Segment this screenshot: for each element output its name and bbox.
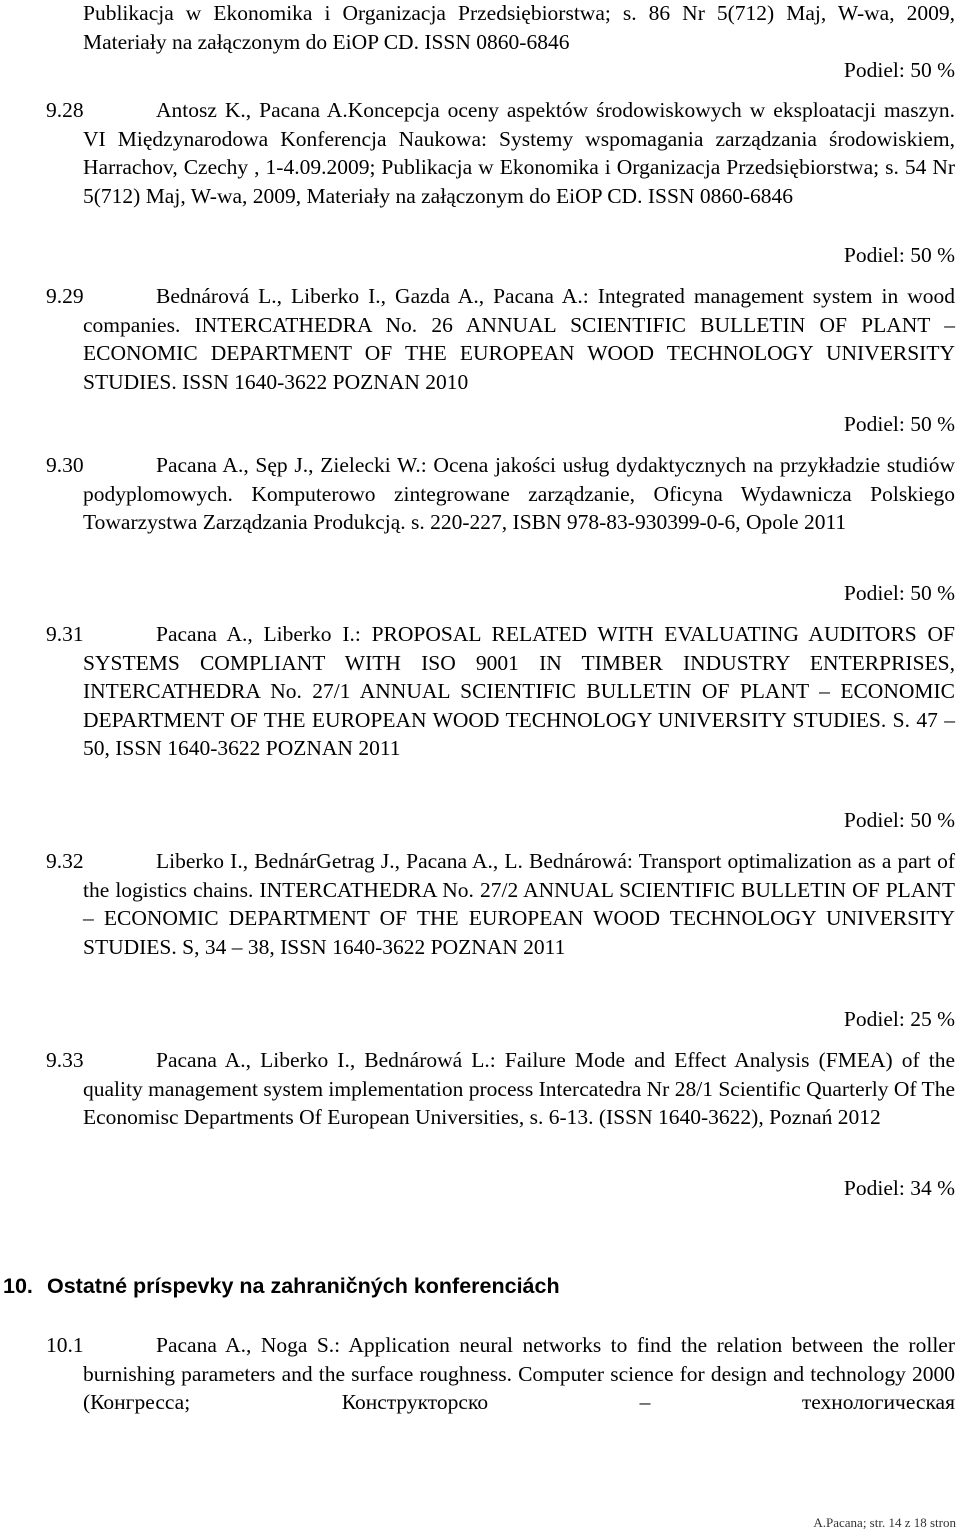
page-footer: A.Pacana; str. 14 z 18 stron: [813, 1515, 956, 1530]
entry-text: Antosz K., Pacana A.Koncepcja oceny aspektów środowiskowych w eksploatacji maszyn. VI Międzynarodowa Konferencja Naukowa: Systemy wspomagania zarządzania środowiskiem, Harrachov, Czechy , 1-4.09.2009; Publikacja w Ekonomika i Organizacja Przedsiębiorstwa; s. 54 Nr 5(712) Maj, W-wa, 2009, Materiały na załączonym do EiOP CD. ISSN 0860-6846: [83, 98, 955, 208]
entry-number: 9.31: [46, 622, 84, 646]
entry-text: Pacana A., Liberko I., Bednárowá L.: Failure Mode and Effect Analysis (FMEA) of the quality management system implementation process Intercatedra Nr 28/1 Scientific Quarterly Of The Economisc Departments Of European Universities, s. 6-13. (ISSN 1640-3622), Poznań 2012: [83, 1048, 955, 1130]
publication-entry-9-29: [46, 282, 955, 396]
continued-entry-text: Publikacja w Ekonomika i Organizacja Przedsiębiorstwa; s. 86 Nr 5(712) Maj, W-wa, 2009, Materiały na załączonym do EiOP CD. ISSN 0860-6846: [83, 1, 955, 54]
entry-text: Pacana A., Liberko I.: PROPOSAL RELATED WITH EVALUATING AUDITORS OF SYSTEMS COMPLIANT WITH ISO 9001 IN TIMBER INDUSTRY ENTERPRISES, INTERCATHEDRA No. 27/1 ANNUAL SCIENTIFIC BULLETIN OF PLANT – ECONOMIC DEPARTMENT OF THE EUROPEAN WOOD TECHNOLOGY UNIVERSITY STUDIES. S. 47 – 50, ISSN 1640-3622 POZNAN 2011: [83, 622, 955, 761]
share-label: Podiel: 50 %: [843, 412, 955, 436]
publication-entry-10-1: [46, 1331, 955, 1417]
publication-entry-9-28: [46, 96, 955, 210]
share-label: Podiel: 50 %: [843, 581, 955, 605]
entry-number: 9.30: [46, 453, 84, 477]
publication-entry-9-33: [46, 1046, 955, 1132]
entry-number: 9.32: [46, 849, 84, 873]
entry-text: Liberko I., BednárGetrag J., Pacana A., L. Bednárowá: Transport optimalization as a part of the logistics chains. INTERCATHEDRA No. 27/2 ANNUAL SCIENTIFIC BULLETIN OF PLANT – ECONOMIC DEPARTMENT OF THE EUROPEAN WOOD TECHNOLOGY UNIVERSITY STUDIES. S, 34 – 38, ISSN 1640-3622 POZNAN 2011: [83, 849, 955, 959]
section-number: 10.: [3, 1274, 33, 1298]
share-label: Podiel: 50 %: [843, 243, 955, 267]
entry-number: 9.28: [46, 98, 84, 122]
section-heading: [3, 1272, 903, 1300]
share-label: Podiel: 25 %: [843, 1007, 955, 1031]
publication-entry-9-31: [46, 620, 955, 763]
entry-text: Pacana A., Noga S.: Application neural networks to find the relation between the roller burnishing parameters and the surface roughness. Computer science for design and technology 2000 (Конгресса; Конструкторско – технологическая: [83, 1333, 955, 1415]
entry-number: 9.29: [46, 284, 84, 308]
entry-text: Bednárová L., Liberko I., Gazda A., Pacana A.: Integrated management system in wood companies. INTERCATHEDRA No. 26 ANNUAL SCIENTIFIC BULLETIN OF PLANT – ECONOMIC DEPARTMENT OF THE EUROPEAN WOOD TECHNOLOGY UNIVERSITY STUDIES. ISSN 1640-3622 POZNAN 2010: [83, 284, 955, 394]
entry-number: 10.1: [46, 1333, 84, 1357]
share-label: Podiel: 50 %: [843, 58, 955, 82]
section-title: Ostatné príspevky na zahraničných konferenciách: [47, 1274, 560, 1298]
entry-text: Pacana A., Sęp J., Zielecki W.: Ocena jakości usług dydaktycznych na przykładzie studiów podyplomowych. Komputerowo zintegrowane zarządzanie, Oficyna Wydawnicza Polskiego Towarzystwa Zarządzania Produkcją. s. 220-227, ISBN 978-83-930399-0-6, Opole 2011: [83, 453, 955, 535]
publication-entry-9-30: [46, 451, 955, 537]
entry-number: 9.33: [46, 1048, 84, 1072]
share-label: Podiel: 34 %: [843, 1176, 955, 1200]
share-label: Podiel: 50 %: [843, 808, 955, 832]
publication-entry-9-32: [46, 847, 955, 961]
